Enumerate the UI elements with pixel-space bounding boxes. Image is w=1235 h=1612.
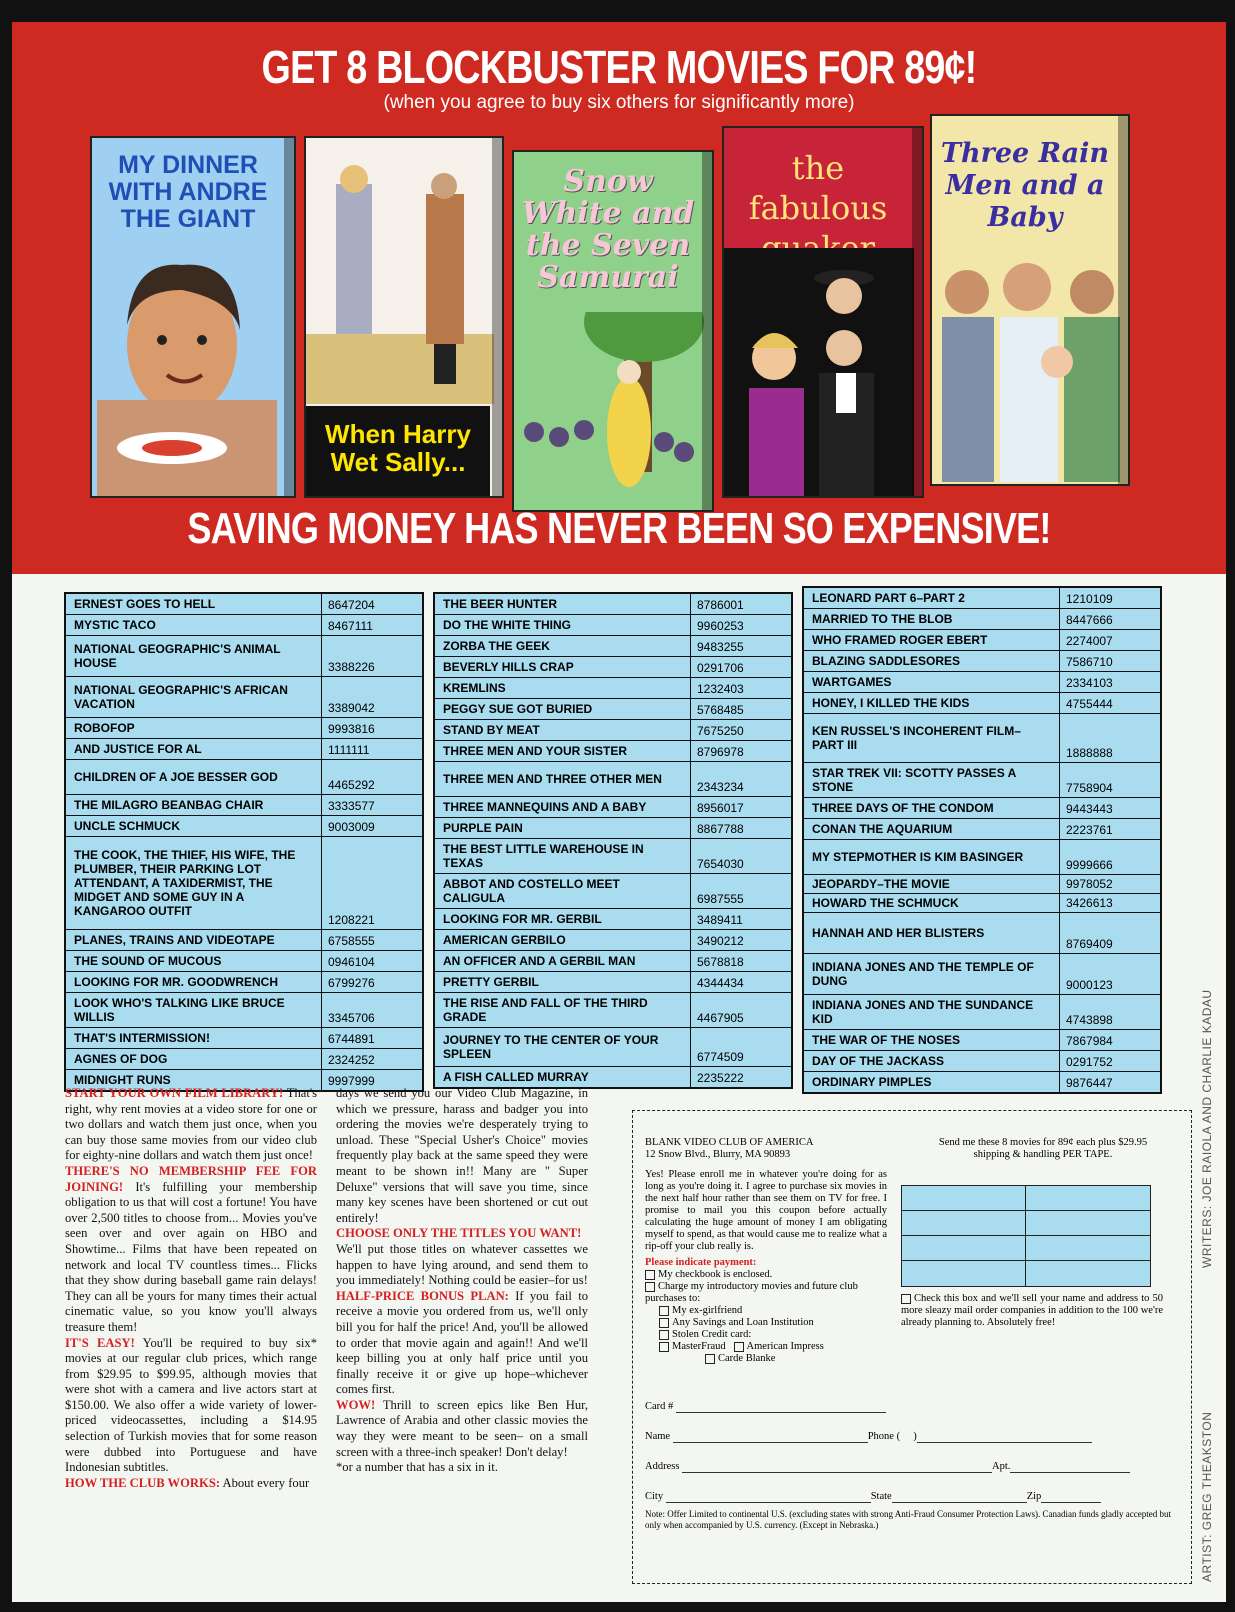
movie-title: THE MILAGRO BEANBAG CHAIR: [66, 795, 322, 815]
table-row: [435, 636, 791, 657]
table-row: [66, 677, 422, 718]
movie-number: 9999666: [1066, 858, 1113, 872]
club-address: 12 Snow Blvd., Blurry, MA 90893: [645, 1149, 791, 1160]
movie-title: UNCLE SCHMUCK: [66, 816, 322, 836]
table-row: [435, 909, 791, 930]
movie-title: HOWARD THE SCHMUCK: [804, 894, 1060, 912]
movie-number: 1888888: [1066, 746, 1113, 760]
copy-text: About every four: [222, 1475, 310, 1490]
copy-heading: THERE'S NO MEMBERSHIP FEE FOR JOINING!: [65, 1163, 317, 1194]
payment-sub-ex[interactable]: My ex-girlfriend: [659, 1305, 887, 1317]
table-row: [804, 1072, 1160, 1092]
movie-number: 3388226: [328, 660, 375, 674]
payment-sub-sl[interactable]: Any Savings and Loan Institution: [659, 1317, 887, 1329]
movie-number: 2324252: [328, 1053, 375, 1067]
address-row[interactable]: Address Apt.: [645, 1461, 1175, 1473]
movie-title: THE WAR OF THE NOSES: [804, 1030, 1060, 1050]
movie-number: 7758904: [1066, 781, 1113, 795]
copy-column-1: [65, 1086, 317, 1491]
table-row: [66, 1049, 422, 1070]
table-row: [66, 993, 422, 1028]
sell-name-option[interactable]: Check this box and we'll sell your name and address to 50 more sleazy mail order companies in addition to the 100 we're already planning to. Absolutely free!: [901, 1293, 1163, 1328]
copy-text: If you fail to receive a movie you ordered from us, we'll only bill you for half the price! And, you'll be allowed to order that movie again and again!! And we'll keep billing you at only half price until you finally receive it or give up hope–whichever comes first.: [336, 1288, 588, 1397]
order-coupon: [632, 1110, 1192, 1584]
movie-title: HONEY, I KILLED THE KIDS: [804, 693, 1060, 713]
movie-number: 0291752: [1066, 1055, 1113, 1069]
movie-title: ORDINARY PIMPLES: [804, 1072, 1060, 1092]
table-row: [435, 951, 791, 972]
table-row: [66, 837, 422, 930]
checkbox[interactable]: [659, 1318, 669, 1328]
movie-number: 9443443: [1066, 802, 1113, 816]
movie-number: 2223761: [1066, 823, 1113, 837]
movie-title: THREE DAYS OF THE CONDOM: [804, 798, 1060, 818]
table-row: [435, 818, 791, 839]
table-row: [804, 1051, 1160, 1072]
movie-number: 9997999: [328, 1074, 375, 1088]
box-art-dinner: [92, 230, 286, 498]
table-row: [66, 930, 422, 951]
movie-number: 8956017: [697, 801, 744, 815]
movie-number: 1232403: [697, 682, 744, 696]
ad-page: [12, 22, 1226, 1602]
movie-number: 4467905: [697, 1011, 744, 1025]
movie-title: MARRIED TO THE BLOB: [804, 609, 1060, 629]
movie-number: 3389042: [328, 701, 375, 715]
movie-number: 8867788: [697, 822, 744, 836]
copy-heading: IT'S EASY!: [65, 1335, 135, 1350]
movie-title: AMERICAN GERBILO: [435, 930, 691, 950]
movie-number: 4743898: [1066, 1013, 1113, 1027]
movie-title: DO THE WHITE THING: [435, 615, 691, 635]
copy-heading: HOW THE CLUB WORKS:: [65, 1475, 221, 1490]
movie-title: PLANES, TRAINS AND VIDEOTAPE: [66, 930, 322, 950]
table-row: [435, 1028, 791, 1067]
movie-number: 8447666: [1066, 613, 1113, 627]
movie-number: 6799276: [328, 976, 375, 990]
table-row: [435, 594, 791, 615]
checkbox[interactable]: [645, 1282, 655, 1292]
red-banner: [12, 22, 1226, 574]
movie-title: AND JUSTICE FOR AL: [66, 739, 322, 759]
movie-number: 3490212: [697, 934, 744, 948]
movie-number: 5678818: [697, 955, 744, 969]
movie-number: 1210109: [1066, 592, 1113, 606]
table-row: [435, 874, 791, 909]
movie-number: 8467111: [328, 619, 373, 633]
movie-title: DAY OF THE JACKASS: [804, 1051, 1060, 1071]
name-phone-row[interactable]: Name Phone ( ): [645, 1431, 1175, 1443]
table-row: [804, 894, 1160, 913]
table-row: [804, 840, 1160, 875]
movie-number: 9960253: [697, 619, 744, 633]
movie-number: 9993816: [328, 722, 375, 736]
checkbox[interactable]: [659, 1306, 669, 1316]
movie-number: 9003009: [328, 820, 375, 834]
checkbox[interactable]: [901, 1294, 911, 1304]
checkbox[interactable]: [645, 1270, 655, 1280]
movie-title: THREE MEN AND THREE OTHER MEN: [435, 762, 691, 796]
enroll-text: Yes! Please enroll me in whatever you're doing for as long as you're doing it. I agree to purchase six movies in the next half hour rather than see them on TV for free. I promise to mail you this coupon before actually calculating the huge amount of money I am obligating myself to spend, as that would cause me to realize what a rip-off your club really is.: [645, 1169, 887, 1252]
copy-text: Thrill to screen epics like Ben Hur, Lawrence of Arabia and other classic movies the way they were meant to be seen– on a small screen with a three-inch speaker! Don't delay!: [336, 1397, 589, 1459]
movie-title: LOOKING FOR MR. GOODWRENCH: [66, 972, 322, 992]
movie-number: 3489411: [697, 913, 743, 927]
table-row: [435, 699, 791, 720]
copy-heading: WOW!: [336, 1397, 376, 1412]
movie-title: STAND BY MEAT: [435, 720, 691, 740]
movie-title: THE BEER HUNTER: [435, 594, 691, 614]
movie-number: 7586710: [1066, 655, 1113, 669]
movie-number-grid[interactable]: [901, 1185, 1151, 1287]
table-row: [66, 594, 422, 615]
payment-sub-stolen[interactable]: Stolen Credit card:: [659, 1329, 887, 1341]
table-row: [66, 1028, 422, 1049]
copy-heading: START YOUR OWN FILM LIBRARY!: [65, 1086, 284, 1100]
table-row: [804, 995, 1160, 1030]
table-row: [66, 951, 422, 972]
movie-title: THAT'S INTERMISSION!: [66, 1028, 322, 1048]
copy-heading: HALF-PRICE BONUS PLAN:: [336, 1288, 509, 1303]
table-row: [435, 741, 791, 762]
movie-number: 6744891: [328, 1032, 375, 1046]
movie-title: PURPLE PAIN: [435, 818, 691, 838]
movie-title: THE RISE AND FALL OF THE THIRD GRADE: [435, 993, 691, 1027]
movie-number: 9483255: [697, 640, 744, 654]
movie-title: THREE MANNEQUINS AND A BABY: [435, 797, 691, 817]
box-title: When Harry Wet Sally...: [306, 406, 490, 496]
movie-title: THE SOUND OF MUCOUS: [66, 951, 322, 971]
movie-number: 3345706: [328, 1011, 375, 1025]
box-title: MY DINNER WITH ANDRE THE GIANT: [108, 151, 268, 233]
table-row: [66, 718, 422, 739]
copy-text: That's right, why rent movies at a video store for one or two dollars and watch them just once, when you can buy those same movies from our video club for eighty-nine dollars and watch them just once!: [65, 1086, 317, 1163]
table-row: [804, 630, 1160, 651]
table-row: [435, 1067, 791, 1087]
movie-number: 8769409: [1066, 937, 1113, 951]
movie-title: THE COOK, THE THIEF, HIS WIFE, THE PLUMBER, THEIR PARKING LOT ATTENDANT, A TAXIDERMIST, THE MIDGET AND SOME GUY IN A KANGAROO OUTFIT: [66, 837, 322, 929]
title-table-col2: [433, 592, 793, 1089]
movie-number: 6774509: [697, 1050, 744, 1064]
table-row: [804, 714, 1160, 763]
payment-option-charge[interactable]: Charge my introductory movies and future club purchases to:: [645, 1281, 858, 1304]
offer-note: Note: Offer Limited to continental U.S. (excluding states with strong Anti-Fraud Consumer Protection Laws). Canadian funds gladly accepted but only when accompanied by U.S. currency. (Except in Nebraska.): [645, 1509, 1171, 1530]
movie-title: LOOKING FOR MR. GERBIL: [435, 909, 691, 929]
movie-title: PEGGY SUE GOT BURIED: [435, 699, 691, 719]
table-row: [804, 651, 1160, 672]
movie-title: AGNES OF DOG: [66, 1049, 322, 1069]
movie-number: 6758555: [328, 934, 375, 948]
movie-number: 9876447: [1066, 1076, 1113, 1090]
artist-credit: ARTIST: GREG THEAKSTON: [1200, 1411, 1214, 1582]
table-row: [66, 739, 422, 760]
video-boxes: [88, 114, 1148, 514]
copy-column-2: [336, 1086, 588, 1476]
table-row: [435, 993, 791, 1028]
movie-number: 6987555: [697, 892, 744, 906]
movie-title: MY STEPMOTHER IS KIM BASINGER: [804, 840, 1060, 874]
club-name: BLANK VIDEO CLUB OF AMERICA: [645, 1137, 814, 1148]
movie-title: JOURNEY TO THE CENTER OF YOUR SPLEEN: [435, 1028, 691, 1066]
table-row: [435, 972, 791, 993]
movie-title: INDIANA JONES AND THE SUNDANCE KID: [804, 995, 1060, 1029]
table-row: [435, 615, 791, 636]
movie-number: 2343234: [697, 780, 744, 794]
box-art-harry: [306, 144, 494, 404]
credits: [1200, 982, 1216, 1582]
table-row: [804, 693, 1160, 714]
movie-title: CONAN THE AQUARIUM: [804, 819, 1060, 839]
table-row: [804, 954, 1160, 995]
movie-number: 7867984: [1066, 1034, 1113, 1048]
movie-title: ABBOT AND COSTELLO MEET CALIGULA: [435, 874, 691, 908]
movie-number: 8786001: [697, 598, 744, 612]
table-row: [435, 797, 791, 818]
box-title: Three Rain Men and a Baby: [940, 138, 1110, 233]
copy-heading: CHOOSE ONLY THE TITLES YOU WANT!: [336, 1226, 582, 1241]
table-row: [804, 672, 1160, 693]
subhead: (when you agree to buy six others for significantly more): [383, 92, 855, 113]
movie-title: HANNAH AND HER BLISTERS: [804, 913, 1060, 953]
movie-number: 4465292: [328, 778, 375, 792]
box-art-quaker: [724, 248, 914, 498]
movie-number: 2274007: [1066, 634, 1113, 648]
video-box-harry: [304, 136, 504, 498]
movie-number: 9978052: [1066, 877, 1113, 891]
checkbox[interactable]: [734, 1342, 744, 1352]
copy-text: It's fulfilling your membership obligation to us that will cost a fortune! You have over 2,500 titles to choose from... Movies you've seen over and over again on HBO and Showtime... Films that have been repeated on network and local TV countless times... Flicks that they show during baseball game rain delays! They can all be yours for many times their actual cinematic value, so you know you'll always treasure them!: [65, 1179, 317, 1334]
table-row: [435, 762, 791, 797]
movie-title: ROBOFOP: [66, 718, 322, 738]
movie-title: CHILDREN OF A JOE BESSER GOD: [66, 760, 322, 794]
movie-number: 2235222: [697, 1071, 744, 1085]
movie-title: LEONARD PART 6–PART 2: [804, 588, 1060, 608]
table-row: [804, 588, 1160, 609]
table-row: [66, 972, 422, 993]
movie-title: MIDNIGHT RUNS: [66, 1070, 322, 1090]
movie-title: NATIONAL GEOGRAPHIC'S AFRICAN VACATION: [66, 677, 322, 717]
table-row: [804, 913, 1160, 954]
movie-number: 3426613: [1066, 896, 1113, 910]
payment-sub-carde[interactable]: Carde Blanke: [659, 1353, 887, 1365]
movie-number: 0291706: [697, 661, 744, 675]
table-row: [435, 678, 791, 699]
movie-number: 0946104: [328, 955, 375, 969]
movie-number: 9000123: [1066, 978, 1113, 992]
movie-title: KEN RUSSEL'S INCOHERENT FILM–PART III: [804, 714, 1060, 762]
payment-option-checkbook[interactable]: My checkbook is enclosed.: [645, 1269, 887, 1281]
table-row: [804, 798, 1160, 819]
checkbox[interactable]: [659, 1342, 669, 1352]
table-row: [804, 763, 1160, 798]
movie-number: 1208221: [328, 913, 375, 927]
movie-number: 1111111: [328, 743, 370, 757]
headline: GET 8 BLOCKBUSTER MOVIES FOR 89¢!: [261, 41, 977, 93]
tagline: SAVING MONEY HAS NEVER BEEN SO EXPENSIVE!: [187, 504, 1051, 553]
movie-title: KREMLINS: [435, 678, 691, 698]
table-row: [804, 609, 1160, 630]
movie-number: 8647204: [328, 598, 375, 612]
video-box-rain-men: [930, 114, 1130, 486]
movie-number: 2334103: [1066, 676, 1113, 690]
box-title: the fabulous: [748, 149, 888, 227]
movie-number: 8796978: [697, 745, 744, 759]
movie-title: WHO FRAMED ROGER EBERT: [804, 630, 1060, 650]
movie-number: 7675250: [697, 724, 744, 738]
video-box-snow-white: [512, 150, 714, 512]
movie-number: 4755444: [1066, 697, 1113, 711]
table-row: [804, 1030, 1160, 1051]
copy-text: days we send you our Video Club Magazine, in which we pressure, harass and badger you into ordering the movies we're desperately trying to unload. These "Special Usher's Choice" movies frequently play back at the same speed they were meant to be shown in!! Many are " Super Deluxe" versions that will save you time, since many key scenes have been shortened or cut out entirely!: [336, 1086, 588, 1225]
movie-number: 4344434: [697, 976, 744, 990]
table-row: [804, 875, 1160, 894]
movie-title: A FISH CALLED MURRAY: [435, 1067, 691, 1087]
movie-title: JEOPARDY–THE MOVIE: [804, 875, 1060, 893]
table-row: [804, 819, 1160, 840]
movie-title: NATIONAL GEOGRAPHIC'S ANIMAL HOUSE: [66, 636, 322, 676]
table-row: [66, 615, 422, 636]
movie-number: 7654030: [697, 857, 744, 871]
table-row: [435, 839, 791, 874]
table-row: [435, 720, 791, 741]
table-row: [435, 930, 791, 951]
movie-title: ERNEST GOES TO HELL: [66, 594, 322, 614]
movie-title: PRETTY GERBIL: [435, 972, 691, 992]
movie-title: INDIANA JONES AND THE TEMPLE OF DUNG: [804, 954, 1060, 994]
table-row: [435, 657, 791, 678]
checkbox[interactable]: [659, 1330, 669, 1340]
payment-sub-masterfraud[interactable]: MasterFraud: [659, 1341, 726, 1352]
video-box-quaker: [722, 126, 924, 498]
copy-text: We'll put those titles on whatever cassettes we happen to have lying around, and send them to you immediately! Nothing could be easier–for us!: [336, 1241, 588, 1288]
movie-title: MYSTIC TACO: [66, 615, 322, 635]
movie-number: 5768485: [697, 703, 744, 717]
video-box-dinner: [90, 136, 296, 498]
table-row: [66, 795, 422, 816]
table-row: [66, 816, 422, 837]
movie-title: BEVERLY HILLS CRAP: [435, 657, 691, 677]
box-art-rain-men: [932, 262, 1120, 482]
card-field[interactable]: Card #: [645, 1401, 1175, 1413]
movie-title: ZORBA THE GEEK: [435, 636, 691, 656]
box-title: Snow White and the Seven Samurai: [521, 164, 695, 295]
footnote: *or a number that has a six in it.: [336, 1460, 498, 1475]
payment-heading: Please indicate payment:: [645, 1257, 757, 1268]
movie-title: WARTGAMES: [804, 672, 1060, 692]
movie-title: THREE MEN AND YOUR SISTER: [435, 741, 691, 761]
movie-title: AN OFFICER AND A GERBIL MAN: [435, 951, 691, 971]
title-table-col3: [802, 586, 1162, 1094]
table-row: [66, 760, 422, 795]
box-art-snow-white: [514, 312, 704, 512]
movie-number: 3333577: [328, 799, 375, 813]
movie-title: STAR TREK VII: SCOTTY PASSES A STONE: [804, 763, 1060, 797]
title-table-col1: [64, 592, 424, 1092]
checkbox[interactable]: [705, 1354, 715, 1364]
table-row: [66, 636, 422, 677]
writers-credit: WRITERS: JOE RAIOLA AND CHARLIE KADAU: [1200, 989, 1214, 1268]
movie-title: THE BEST LITTLE WAREHOUSE IN TEXAS: [435, 839, 691, 873]
movie-title: LOOK WHO'S TALKING LIKE BRUCE WILLIS: [66, 993, 322, 1027]
movie-title: BLAZING SADDLESORES: [804, 651, 1060, 671]
send-me-text: Send me these 8 movies for 89¢ each plus $29.95 shipping & handling PER TAPE.: [938, 1137, 1148, 1160]
copy-text: You'll be required to buy six* movies at our regular club prices, which range from $29.95 to $99.95, although movies that were shot with a camera and live actors start at $150.00. We also offer a wide variety of lower-priced videocassettes, including a $14.95 selection of Turkish movies that for some reason were dubbed into Portuguese and have Indonesian subtitles.: [65, 1335, 317, 1475]
payment-sub-impress[interactable]: American Impress: [734, 1341, 824, 1352]
city-row[interactable]: City State Zip: [645, 1491, 1175, 1503]
